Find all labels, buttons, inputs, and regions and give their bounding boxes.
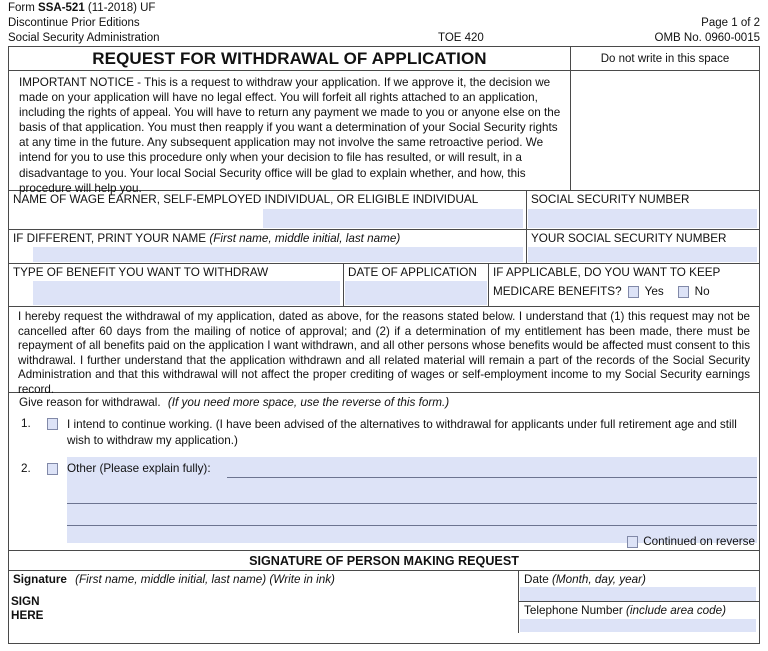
hereby-statement-text: I hereby request the withdrawal of my application, dated as above, for the reasons stated below. I understand that (1) this request may not be cancelled after 60 days from the mailing of notice of approval; and (2) if a determination of my entitlement has been made, there must be repayment of all benefits paid on the application I want withdrawn, and all other persons whose benefits would be affected must consent to this withdrawal. I further understand that the application withdrawn and all related material will remain a part of the records of the Social Security Administration and that this withdrawal will not affect the proper crediting of wages or self-employment income to my Social Security earnings record. bbox=[9, 307, 759, 393]
explanation-rule-2 bbox=[67, 503, 757, 504]
form-header bbox=[8, 1, 760, 46]
medicare-label-line1: IF APPLICABLE, DO YOU WANT TO KEEP bbox=[493, 266, 721, 279]
important-notice-row bbox=[9, 71, 759, 195]
discontinue-prior-editions-label: Discontinue Prior Editions bbox=[8, 17, 140, 29]
signature-label bbox=[13, 573, 518, 586]
signature-label-hint: (First name, middle initial, last name) (Write in ink) bbox=[75, 573, 335, 586]
form-number-label: SSA-521 bbox=[38, 2, 85, 14]
medicare-cell bbox=[489, 264, 759, 306]
form-body-frame bbox=[8, 46, 760, 644]
reason-2-number: 2. bbox=[21, 462, 31, 475]
title-band bbox=[9, 47, 759, 71]
continued-on-reverse-group bbox=[627, 535, 755, 548]
explanation-rule-1 bbox=[227, 477, 757, 478]
signature-right-column bbox=[519, 571, 759, 633]
medicare-yes-checkbox[interactable] bbox=[628, 286, 639, 298]
date-input[interactable] bbox=[520, 587, 756, 601]
benefit-type-label: TYPE OF BENEFIT YOU WANT TO WITHDRAW bbox=[13, 266, 269, 279]
header-left-block bbox=[8, 1, 159, 46]
ssn-label: SOCIAL SECURITY NUMBER bbox=[531, 193, 690, 206]
ssn-input[interactable] bbox=[528, 209, 757, 228]
your-ssn-input[interactable] bbox=[528, 247, 757, 262]
signature-label-text: Signature bbox=[13, 573, 67, 586]
important-notice-text: IMPORTANT NOTICE - This is a request to withdraw your application. If we approve it, the decision we made on your application will have no legal effect. You will forfeit all rights attached to an application, including the rights of appeal. You will have to return any payment we made to you or anyone else on the basis of that application. You must then reapply if you want a determination of your Social Security rights at any time in the future. Any subsequent application may not involve the same retroactive period. We intend for you to use this procedure only when your decision to file has resulted, or will result, in a disadvantage to you. Your local Social Security office will be glad to explain whether, and how, this procedure will help you. bbox=[9, 71, 571, 190]
sign-here-marker bbox=[11, 595, 43, 623]
if-different-row bbox=[9, 230, 759, 264]
date-label-hint: (Month, day, year) bbox=[551, 573, 646, 586]
signature-cell bbox=[9, 571, 519, 633]
page-number-label: Page 1 of 2 bbox=[701, 17, 760, 29]
telephone-label bbox=[524, 604, 759, 617]
wage-earner-name-cell bbox=[9, 191, 527, 229]
medicare-label-line2: MEDICARE BENEFITS? bbox=[493, 284, 622, 298]
agency-name-label: Social Security Administration bbox=[8, 32, 160, 44]
benefit-type-cell bbox=[9, 264, 344, 306]
ssn-cell bbox=[527, 191, 759, 229]
wage-earner-row bbox=[9, 191, 759, 230]
give-reason-prompt-text: Give reason for withdrawal. bbox=[19, 396, 161, 409]
date-of-application-cell bbox=[344, 264, 489, 306]
medicare-yes-label: Yes bbox=[644, 284, 664, 298]
date-cell bbox=[519, 571, 759, 602]
date-label bbox=[524, 573, 759, 586]
official-use-area bbox=[571, 71, 759, 190]
benefit-type-input[interactable] bbox=[33, 281, 340, 305]
omb-number-label: OMB No. 0960-0015 bbox=[654, 32, 760, 44]
telephone-input[interactable] bbox=[520, 619, 756, 632]
give-reason-prompt bbox=[19, 396, 449, 409]
benefit-row bbox=[9, 264, 759, 307]
sign-here-line-1: SIGN bbox=[11, 595, 40, 608]
medicare-no-label: No bbox=[694, 284, 710, 298]
toe-code-label: TOE 420 bbox=[438, 32, 484, 44]
signature-band-title: SIGNATURE OF PERSON MAKING REQUEST bbox=[9, 551, 759, 571]
if-different-name-label-hint: (First name, middle initial, last name) bbox=[209, 232, 401, 245]
medicare-no-checkbox[interactable] bbox=[678, 286, 689, 298]
form-identifier-line bbox=[8, 1, 159, 16]
signature-row bbox=[9, 571, 759, 633]
continued-on-reverse-checkbox[interactable] bbox=[627, 536, 638, 548]
page-title: REQUEST FOR WITHDRAWAL OF APPLICATION bbox=[9, 47, 571, 70]
form-edition-label: (11-2018) UF bbox=[87, 2, 156, 14]
if-different-name-label bbox=[13, 232, 526, 247]
if-different-name-label-text: IF DIFFERENT, PRINT YOUR NAME bbox=[13, 232, 207, 245]
your-ssn-label: YOUR SOCIAL SECURITY NUMBER bbox=[531, 232, 727, 245]
wage-earner-name-label: NAME OF WAGE EARNER, SELF-EMPLOYED INDIVIDUAL, OR ELIGIBLE INDIVIDUAL bbox=[13, 193, 479, 206]
date-label-text: Date bbox=[524, 573, 549, 586]
date-of-application-input[interactable] bbox=[345, 281, 487, 305]
do-not-write-note: Do not write in this space bbox=[600, 52, 730, 65]
if-different-name-input[interactable] bbox=[33, 247, 523, 262]
telephone-label-text: Telephone Number bbox=[524, 604, 623, 617]
reason-1-checkbox[interactable] bbox=[47, 418, 58, 430]
sign-here-line-2: HERE bbox=[11, 609, 44, 622]
wage-earner-name-input[interactable] bbox=[263, 209, 523, 228]
form-prefix-label: Form bbox=[8, 2, 35, 14]
reason-1-number: 1. bbox=[21, 417, 31, 430]
continued-on-reverse-label: Continued on reverse bbox=[643, 535, 755, 548]
explanation-rule-3 bbox=[67, 525, 757, 526]
your-ssn-cell bbox=[527, 230, 759, 263]
reasons-section bbox=[9, 393, 759, 551]
reason-2-label: Other (Please explain fully): bbox=[67, 462, 211, 475]
date-of-application-label: DATE OF APPLICATION bbox=[348, 266, 477, 279]
reason-1-label: I intend to continue working. (I have been advised of the alternatives to withdrawal for applicants under full retirement age and still wish to withdraw my application.) bbox=[67, 418, 737, 447]
give-reason-prompt-hint: (If you need more space, use the reverse of this form.) bbox=[167, 396, 450, 409]
header-right-block bbox=[655, 16, 760, 46]
telephone-cell bbox=[519, 602, 759, 633]
telephone-label-hint: (include area code) bbox=[626, 604, 727, 617]
if-different-name-cell bbox=[9, 230, 527, 263]
reason-2-checkbox[interactable] bbox=[47, 463, 58, 475]
medicare-answer-line bbox=[493, 285, 759, 300]
